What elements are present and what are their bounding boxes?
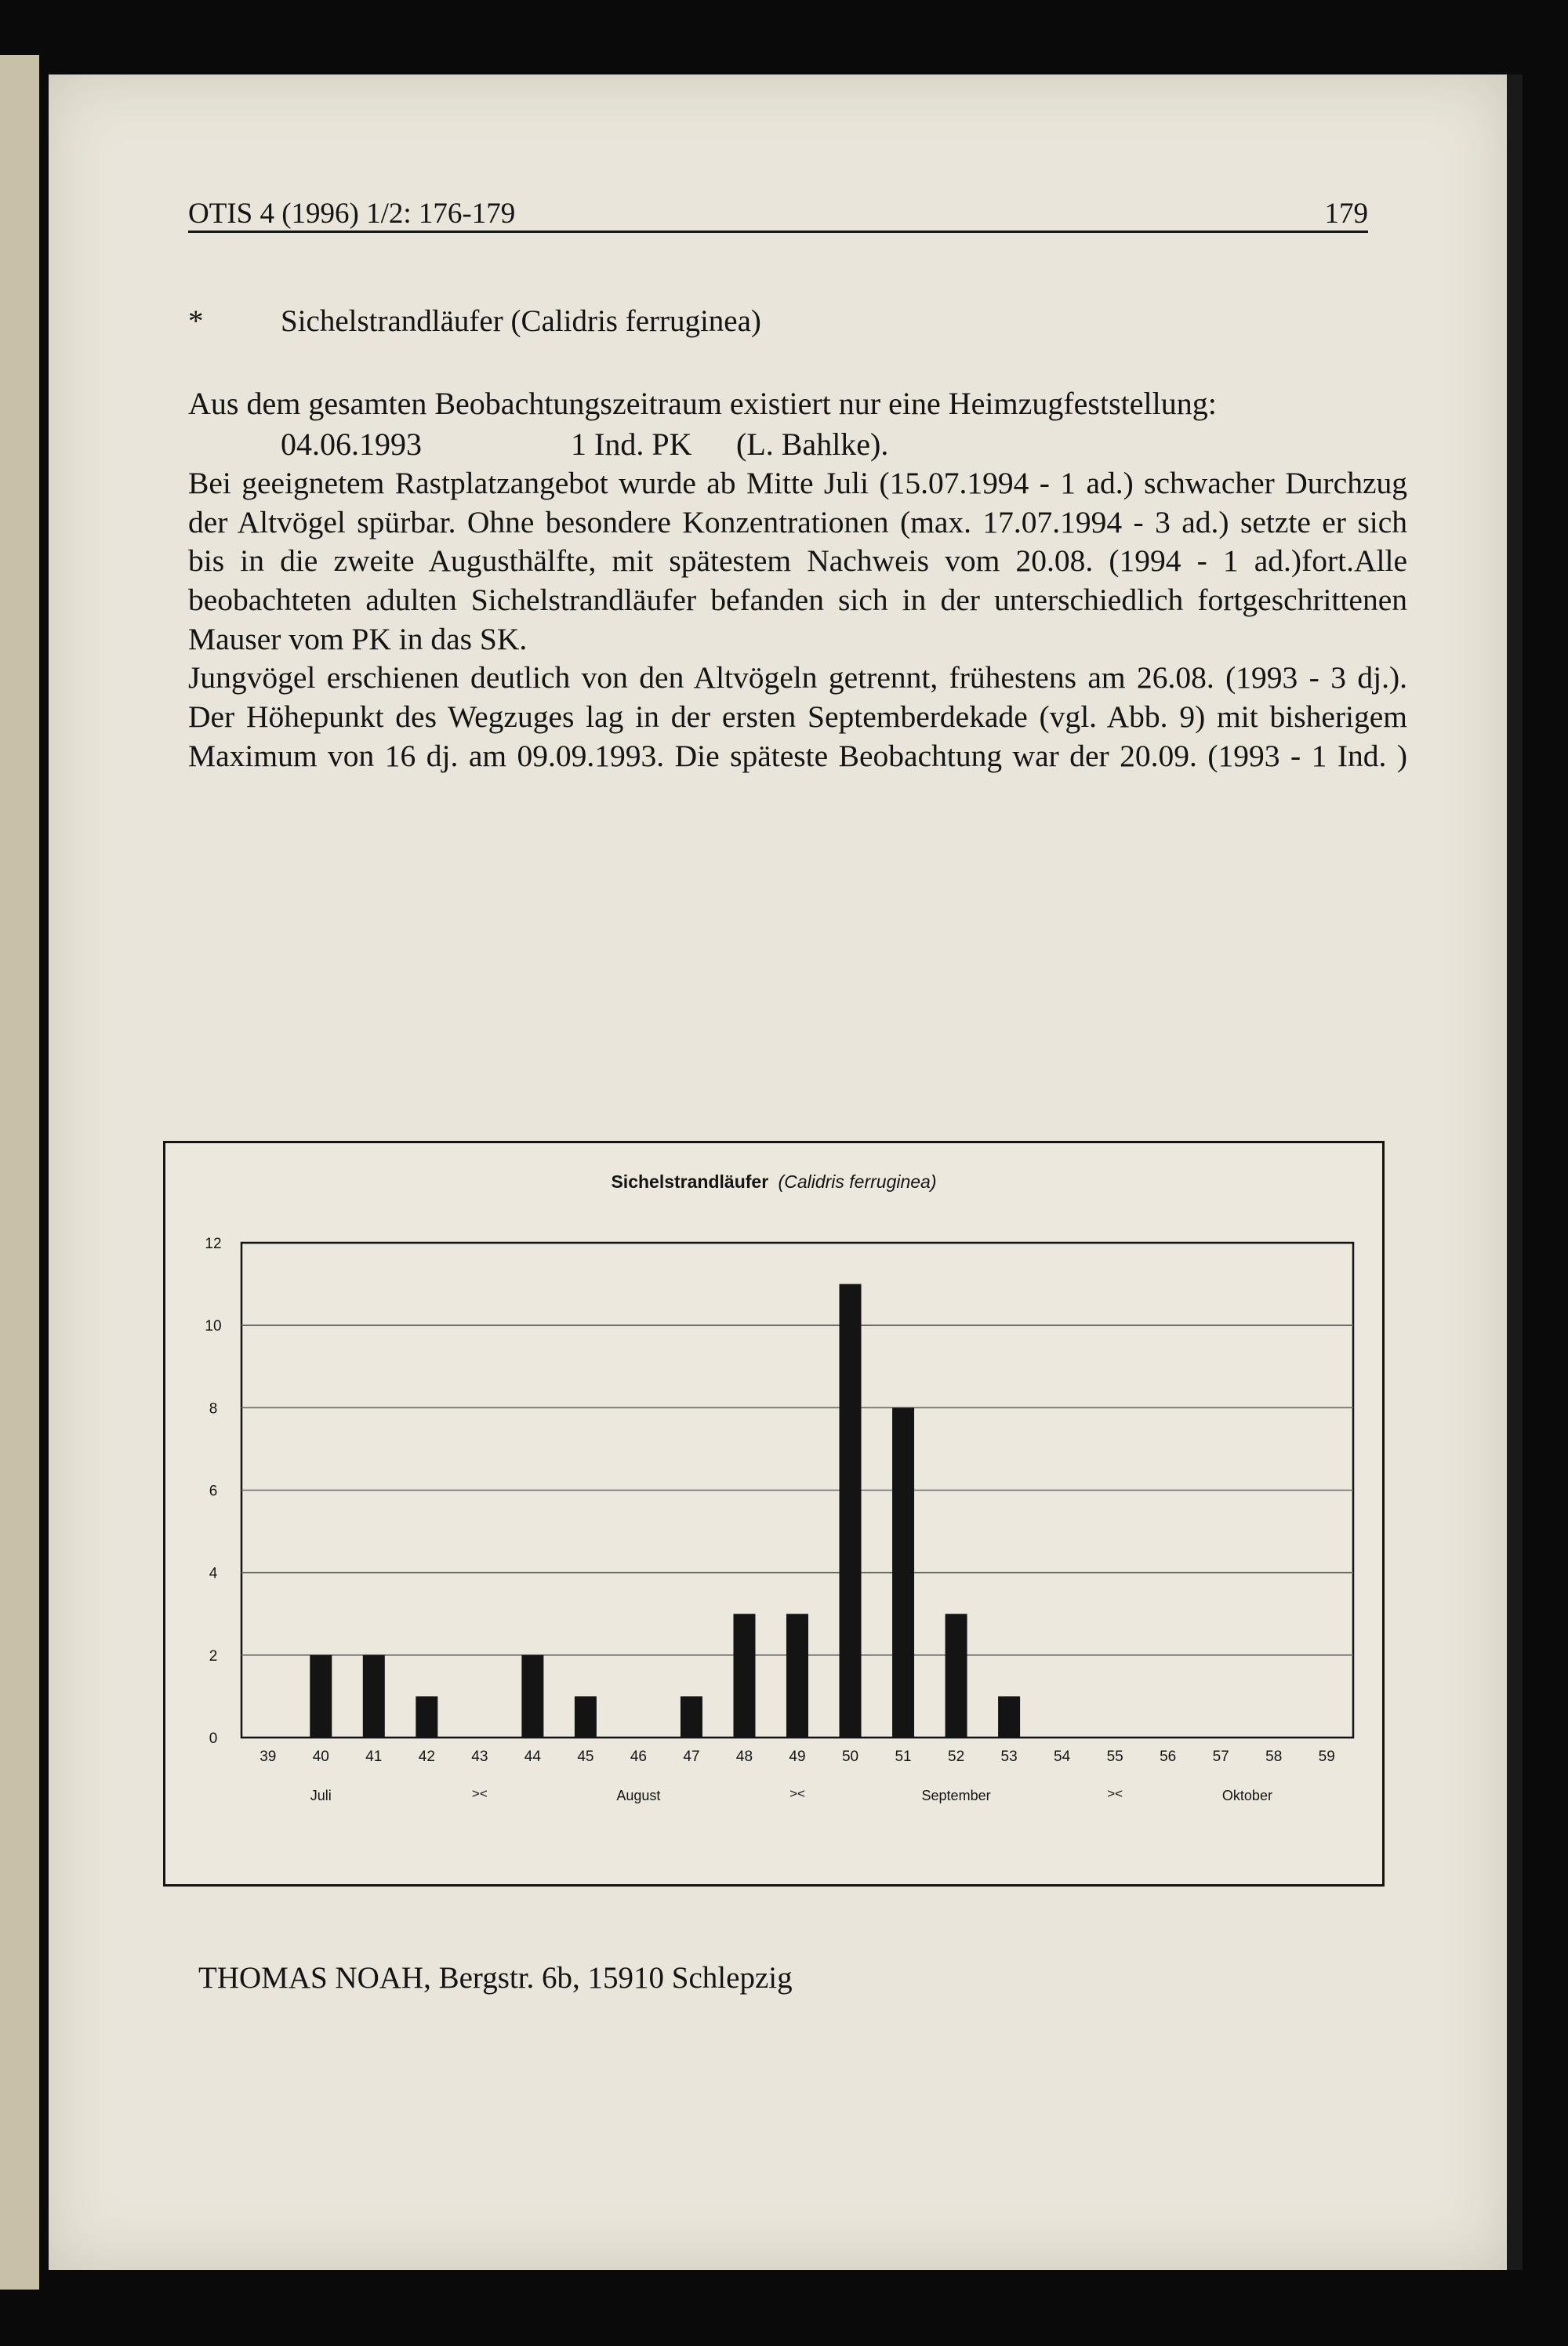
record-count: 1 Ind. PK: [571, 427, 692, 462]
body-line: der Altvögel spürbar. Ohne besondere Konzentrationen (max. 17.07.1994 - 3 ad.) setzte er sich: [188, 504, 1407, 539]
x-tick-label: 42: [418, 1749, 435, 1765]
body-line: bis in die zweite Augusthälfte, mit spätestem Nachweis vom 20.08. (1994 - 1 ad.)fort.Alle: [188, 543, 1407, 579]
bar-chart: [165, 1143, 1382, 1884]
x-tick-label: 45: [577, 1749, 594, 1765]
running-header: [188, 198, 1368, 233]
x-tick-label: 51: [895, 1749, 912, 1765]
y-tick-label: 4: [209, 1565, 218, 1582]
body-line: Mauser vom PK in das SK.: [188, 621, 528, 656]
y-tick-label: 12: [205, 1236, 222, 1252]
month-label: August: [616, 1788, 661, 1803]
journal-citation: OTIS 4 (1996) 1/2: 176-179: [188, 198, 516, 230]
bar: [416, 1696, 437, 1738]
y-tick-label: 10: [205, 1318, 222, 1335]
x-tick-label: 47: [683, 1749, 700, 1765]
body-line: beobachteten adulten Sichelstrandläufer befanden sich in der unterschiedlich fortgeschrittenen: [188, 583, 1407, 618]
chart-title-main: Sichelstrandläufer: [611, 1171, 769, 1192]
bar: [892, 1407, 914, 1738]
body-line: Der Höhepunkt des Wegzuges lag in der ersten Septemberdekade (vgl. Abb. 9) mit bisherigem: [188, 699, 1407, 735]
body-paragraph: [188, 464, 1407, 776]
figure-box: [163, 1141, 1385, 1887]
month-label: September: [921, 1788, 991, 1803]
bar: [363, 1655, 385, 1738]
x-tick-label: 41: [365, 1749, 383, 1765]
page-edge-shadow: [1507, 74, 1523, 2270]
bar: [681, 1696, 702, 1738]
body-line: Maximum von 16 dj. am 09.09.1993. Die späteste Beobachtung war der 20.09. (1993 - 1 Ind. ): [188, 738, 1407, 773]
y-tick-label: 2: [209, 1647, 218, 1665]
month-separator: ><: [471, 1786, 488, 1801]
body-line: Jungvögel erschienen deutlich von den Altvögeln getrennt, frühestens am 26.08. (1993 - 3 dj.).: [188, 660, 1407, 695]
month-label: Juli: [310, 1788, 332, 1803]
species-name: Sichelstrandläufer (Calidris ferruginea): [281, 304, 761, 338]
bar: [840, 1284, 862, 1738]
x-tick-label: 57: [1212, 1749, 1229, 1765]
x-tick-label: 56: [1160, 1749, 1177, 1765]
x-tick-label: 55: [1106, 1749, 1123, 1765]
y-tick-label: 0: [209, 1730, 218, 1747]
body-line: Bei geeignetem Rastplatzangebot wurde ab Mitte Juli (15.07.1994 - 1 ad.) schwacher Durchzug: [188, 466, 1407, 500]
paragraph-intro: Aus dem gesamten Beobachtungszeitraum existiert nur eine Heimzugfeststellung:: [188, 386, 1217, 421]
chart-title: [611, 1171, 936, 1192]
bar: [310, 1655, 332, 1738]
x-tick-label: 54: [1054, 1749, 1071, 1765]
x-tick-label: 39: [260, 1749, 277, 1765]
x-tick-label: 58: [1265, 1749, 1283, 1765]
bar: [521, 1655, 543, 1738]
bar: [786, 1614, 808, 1738]
record-observer: (L. Bahlke).: [736, 427, 889, 462]
y-tick-label: 6: [209, 1483, 218, 1500]
x-tick-label: 50: [841, 1749, 859, 1765]
author-address: THOMAS NOAH, Bergstr. 6b, 15910 Schlepzig: [198, 1961, 793, 1995]
bar: [946, 1614, 967, 1738]
x-tick-label: 46: [630, 1749, 647, 1765]
plot-area: [205, 1236, 1353, 1803]
y-tick-label: 8: [209, 1400, 218, 1418]
x-tick-label: 48: [735, 1749, 753, 1765]
x-tick-label: 59: [1318, 1749, 1335, 1765]
x-tick-label: 40: [312, 1749, 329, 1765]
month-separator: ><: [1107, 1786, 1123, 1801]
chart-title-latin: (Calidris ferruginea): [778, 1171, 937, 1192]
month-separator: ><: [789, 1786, 805, 1801]
page-number: 179: [1324, 198, 1368, 230]
x-tick-label: 49: [789, 1749, 806, 1765]
x-tick-label: 52: [948, 1749, 965, 1765]
heading-marker: *: [188, 304, 204, 338]
x-tick-label: 44: [524, 1749, 541, 1765]
bar: [575, 1696, 597, 1738]
month-label: Oktober: [1221, 1788, 1272, 1803]
facing-page-edge: [0, 55, 39, 2290]
x-tick-label: 43: [471, 1749, 488, 1765]
bar: [998, 1696, 1020, 1738]
bar: [733, 1614, 755, 1738]
record-date: 04.06.1993: [281, 427, 422, 462]
x-tick-label: 53: [1000, 1749, 1018, 1765]
